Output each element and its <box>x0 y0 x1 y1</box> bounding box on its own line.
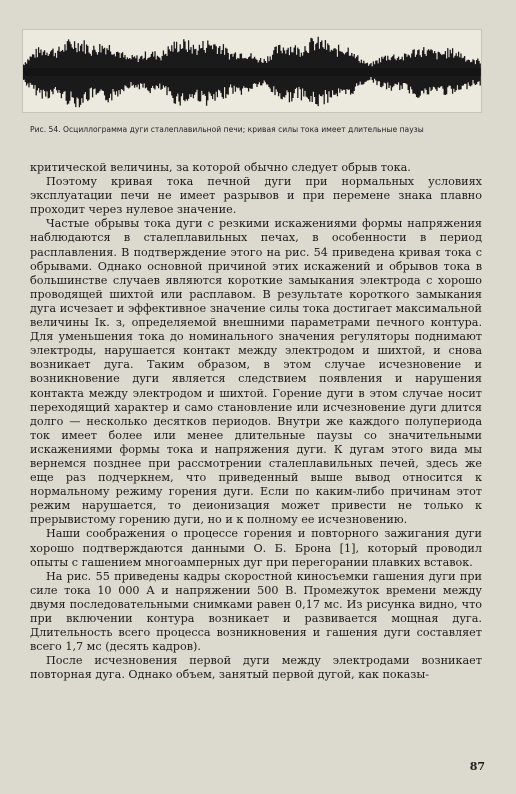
body-text <box>30 161 482 682</box>
paragraph: После исчезновения первой дуги между электродами возникает повторная дуга. Однако объем, занятый первой дугой, как показы- <box>30 654 482 682</box>
oscillogram-image <box>23 30 481 112</box>
paragraph: критической величины, за которой обычно следует обрыв тока. <box>30 161 411 174</box>
oscillogram-figure <box>22 29 482 113</box>
page-number: 87 <box>469 760 485 773</box>
paragraph: На рис. 55 приведены кадры скоростной киносъемки гашения дуги при силе тока 10 000 А и напряжении 500 В. Промежуток времени между двумя последовательными снимками равен 0,17 мс. Из рисунка видно, что при включении контура возникает и развивается мощная дуга. Длительность всего процесса возникновения и гашения дуги составляет всего 1,7 мс (десять кадров). <box>30 569 482 654</box>
figure-caption: Рис. 54. Осциллограмма дуги сталеплавильной печи; кривая силы тока имеет длительные паузы <box>30 125 424 134</box>
paragraph: Наши соображения о процессе горения и повторного зажигания дуги хорошо подтверждаются данными О. Б. Брона [1], который проводил опыты с гашением многоамперных дуг при перегорании плавких вставок. <box>30 527 482 569</box>
paragraph: Частые обрывы тока дуги с резкими искажениями формы напряжения наблюдаются в сталеплавильных печах, в особенности в период расплавления. В подтверждение этого на рис. 54 приведена кривая тока с обрывами. Однако основной причиной этих искажений и обрывов тока в большинстве случаев являются короткие замыкания электрода с хорошо проводящей шихтой или расплавом. В результате короткого замыкания дуга исчезает и эффективное значение силы тока достигает максимальной величины Iк. з, определяемой внешними параметрами печного контура. Для уменьшения тока до номинального значения регуляторы поднимают электроды, нарушается контакт между электродом и шихтой, и снова возникает дуга. Таким образом, в этом случае исчезновение и возникновение дуги является следствием появления и нарушения контакта между электродом и шихтой. Горение дуги в этом случае носит переходящий характер и само становление или исчезновение дуги длится долго — несколько десятков периодов. Внутри же каждого полупериода ток имеет более или менее длительные паузы со значительными искажениями формы тока и напряжения дуги. К дугам этого вида мы вернемся позднее при рассмотрении сталеплавильных печей, здесь же еще раз подчеркнем, что приведенный выше вывод относится к нормальному режиму горения дуги. Если по каким-либо причинам этот режим нарушается, то деионизация может привести не только к прерывистому горению дуги, но и к полному ее исчезновению. <box>30 217 482 527</box>
paragraph: Поэтому кривая тока печной дуги при нормальных условиях эксплуатации печи не имеет разрывов и при перемене знака плавно проходит через нулевое значение. <box>30 175 482 217</box>
